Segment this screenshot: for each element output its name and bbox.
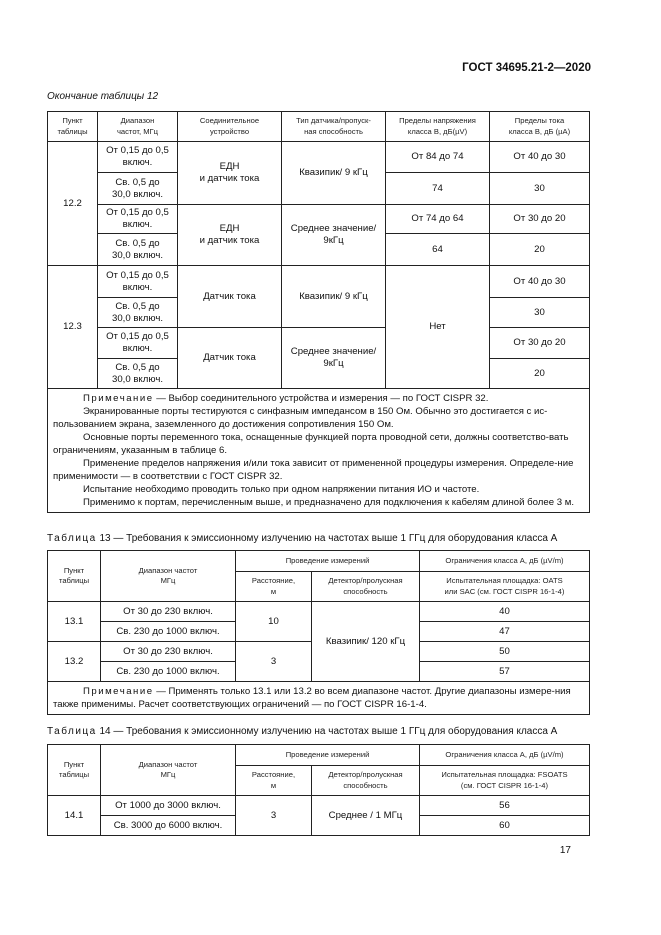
limit-cell: 50	[420, 642, 590, 662]
current-cell: 30	[490, 173, 590, 205]
table-14	[47, 744, 590, 836]
table-row	[48, 796, 590, 816]
col-header-detector: Детектор/пролускная способность	[312, 766, 420, 796]
table13-note-row	[48, 682, 590, 715]
limit-cell: 60	[420, 816, 590, 836]
caption-text: 14 — Требования к эмиссионному излучению на частотах выше 1 ГГц для оборудования класса А	[96, 726, 558, 737]
limit-cell: 57	[420, 662, 590, 682]
range-cell: Св. 0,5 до 30,0 включ.	[98, 359, 178, 389]
range-cell: От 0,15 до 0,5 включ.	[98, 142, 178, 173]
table13-caption	[47, 533, 557, 544]
range-cell: От 0,15 до 0,5 включ.	[98, 328, 178, 359]
table14-header-row	[48, 745, 590, 766]
table-13	[47, 550, 590, 715]
col-header-device: Соединительное устройство	[178, 112, 282, 142]
note-paragraph: Основные порты переменного тока, оснащенные функцией порта проводной сети, должны соответство-вать ограничениям, указанным в таблице 6.	[53, 432, 569, 456]
range-cell: Св. 230 до 1000 включ.	[101, 662, 236, 682]
col-header-range: Диапазон частот МГц	[101, 551, 236, 602]
note-text: — Выбор соединительного устройства и измерения — по ГОСТ CISPR 32.	[153, 393, 489, 404]
table12-header-row	[48, 112, 590, 142]
col-header-item: Пункт таблицы	[48, 745, 101, 796]
limit-cell: 56	[420, 796, 590, 816]
table14-caption	[47, 726, 557, 737]
col-header-detector: Детектор/пролускная способность	[312, 572, 420, 602]
col-header-distance: Расстояние, м	[236, 572, 312, 602]
standard-header: ГОСТ 34695.21-2—2020	[462, 62, 591, 74]
table-row	[48, 602, 590, 622]
device-cell: Датчик тока	[178, 266, 282, 328]
note-paragraph: Экранированные порты тестируются с синфазным импедансом в 150 Ом. Обычно это достигается с ис-пользованием экрана, заземленного до достижения сопротивления 150 Ом.	[53, 406, 548, 430]
col-header-current: Пределы тока класса В, дБ (µA)	[490, 112, 590, 142]
table-row	[48, 142, 590, 173]
current-cell: От 40 до 30	[490, 266, 590, 298]
range-cell: Св. 0,5 до 30,0 включ.	[98, 298, 178, 328]
note-paragraph: Применимо к портам, перечисленным выше, и предназначено для подключения к кабелям длиной более 3 м.	[83, 497, 574, 508]
current-cell: От 30 до 20	[490, 205, 590, 234]
note-text: — Применять только 13.1 или 13.2 во всем диапазоне частот. Другие диапазоны измере-ния также применимы. Расчет соответствующих ограничений — по ГОСТ CISPR 16-1-4.	[53, 686, 571, 710]
distance-cell: 3	[236, 642, 312, 682]
col-header-site: Испытательная площадка: FSOATS (см. ГОСТ CISPR 16-1-4)	[420, 766, 590, 796]
col-header-item: Пункт таблицы	[48, 551, 101, 602]
col-header-limits: Ограничения класса А, дБ (µV/m)	[420, 745, 590, 766]
col-header-range: Диапазон частот МГц	[101, 745, 236, 796]
table12-caption: Окончание таблицы 12	[47, 91, 159, 102]
range-cell: Св. 3000 до 6000 включ.	[101, 816, 236, 836]
caption-label: Таблица	[47, 533, 97, 544]
current-cell: От 30 до 20	[490, 328, 590, 359]
table-row	[48, 205, 590, 234]
range-cell: От 30 до 230 включ.	[101, 602, 236, 622]
col-header-measurement: Проведение измерений	[236, 745, 420, 766]
voltage-cell: 64	[386, 234, 490, 266]
range-cell: От 0,15 до 0,5 включ.	[98, 205, 178, 234]
note-paragraph: Испытание необходимо проводить только при одном напряжении питания ИО и частоте.	[83, 484, 480, 495]
detector-cell: Среднее / 1 МГц	[312, 796, 420, 836]
detector-cell: Квазипик/ 9 кГц	[282, 266, 386, 328]
item-number: 13.1	[48, 602, 101, 642]
distance-cell: 10	[236, 602, 312, 642]
page-number: 17	[559, 845, 571, 856]
item-number: 12.3	[48, 266, 98, 389]
table13-note	[48, 682, 590, 715]
col-header-site: Испытательная площадка: OATS или SAC (см. ГОСТ CISPR 16-1-4)	[420, 572, 590, 602]
table12-note	[48, 389, 590, 513]
range-cell: От 0,15 до 0,5 включ.	[98, 266, 178, 298]
note-paragraph: Применение пределов напряжения и/или тока зависит от примененной процедуры измерения. Определе-ние применимости — в соответствии с ГОСТ CISPR 32.	[53, 458, 574, 482]
device-cell: Датчик тока	[178, 328, 282, 389]
col-header-voltage: Пределы напряжения класса В, дБ(µV)	[386, 112, 490, 142]
current-cell: 20	[490, 234, 590, 266]
col-header-distance: Расстояние, м	[236, 766, 312, 796]
range-cell: Св. 0,5 до 30,0 включ.	[98, 173, 178, 205]
voltage-cell: От 84 до 74	[386, 142, 490, 173]
limit-cell: 40	[420, 602, 590, 622]
col-header-item: Пункт таблицы	[48, 112, 98, 142]
col-header-detector: Тип датчика/пропуск- ная способность	[282, 112, 386, 142]
table-12	[47, 111, 590, 513]
range-cell: Св. 230 до 1000 включ.	[101, 622, 236, 642]
col-header-limits: Ограничения класса А, дБ (µV/m)	[420, 551, 590, 572]
item-number: 13.2	[48, 642, 101, 682]
device-cell: ЕДН и датчик тока	[178, 205, 282, 266]
current-cell: 30	[490, 298, 590, 328]
detector-cell: Квазипик/ 9 кГц	[282, 142, 386, 205]
col-header-measurement: Проведение измерений	[236, 551, 420, 572]
range-cell: От 1000 до 3000 включ.	[101, 796, 236, 816]
detector-cell: Среднее значение/ 9кГц	[282, 328, 386, 389]
device-cell: ЕДН и датчик тока	[178, 142, 282, 205]
detector-cell: Квазипик/ 120 кГц	[312, 602, 420, 682]
range-cell: От 30 до 230 включ.	[101, 642, 236, 662]
note-label: Примечание	[83, 393, 154, 404]
distance-cell: 3	[236, 796, 312, 836]
table13-header-row	[48, 551, 590, 572]
range-cell: Св. 0,5 до 30,0 включ.	[98, 234, 178, 266]
detector-cell: Среднее значение/ 9кГц	[282, 205, 386, 266]
caption-text: 13 — Требования к эмиссионному излучению на частотах выше 1 ГГц для оборудования класса А	[96, 533, 558, 544]
current-cell: 20	[490, 359, 590, 389]
voltage-cell: Нет	[386, 266, 490, 389]
item-number: 12.2	[48, 142, 98, 266]
voltage-cell: От 74 до 64	[386, 205, 490, 234]
voltage-cell: 74	[386, 173, 490, 205]
table-row	[48, 328, 590, 359]
table12-note-row	[48, 389, 590, 513]
caption-label: Таблица	[47, 726, 97, 737]
table-row	[48, 266, 590, 298]
col-header-range: Диапазон частот, МГц	[98, 112, 178, 142]
limit-cell: 47	[420, 622, 590, 642]
item-number: 14.1	[48, 796, 101, 836]
note-label: Примечание	[83, 686, 154, 697]
current-cell: От 40 до 30	[490, 142, 590, 173]
